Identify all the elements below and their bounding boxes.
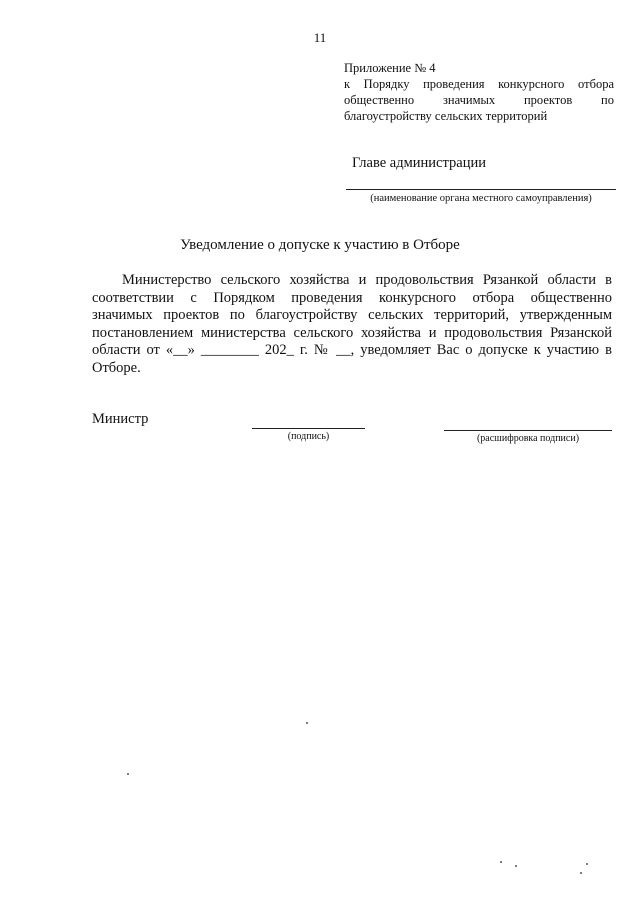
scan-speck — [580, 872, 582, 874]
body-line: области от «__» ________ 202_ г. № __, уведомляет Вас о допуске к участию в — [92, 342, 612, 359]
document-title: Уведомление о допуске к участию в Отборе — [180, 237, 460, 253]
scan-speck — [586, 863, 588, 865]
name-blank-line — [444, 430, 612, 431]
recipient-label: Главе администрации — [352, 155, 486, 171]
body-line: соответствии с Порядком проведения конкурсного отбора общественно — [92, 289, 612, 306]
appendix-title: Приложение № 4 — [344, 61, 436, 75]
signature-caption: (подпись) — [287, 431, 330, 442]
page-number: 11 — [313, 30, 327, 45]
scan-speck — [515, 865, 517, 867]
recipient-blank-line — [346, 189, 616, 190]
appendix-line: общественно значимых проектов по — [344, 93, 614, 107]
appendix-block — [344, 60, 614, 124]
scan-speck — [127, 773, 129, 775]
body-line: Отборе. — [92, 359, 141, 376]
signer-title: Министр — [92, 411, 149, 427]
appendix-line: к Порядку проведения конкурсного отбора — [344, 77, 614, 91]
body-line: значимых проектов по благоустройству сельских территорий, утвержденным — [92, 307, 612, 324]
notification-body — [92, 272, 612, 378]
recipient-caption: (наименование органа местного самоуправления) — [370, 193, 592, 204]
appendix-line: благоустройству сельских территорий — [344, 109, 548, 123]
scan-speck — [500, 861, 502, 863]
signature-blank-line — [252, 428, 365, 429]
body-line: постановлением министерства сельского хозяйства и продовольствия Рязанской — [92, 324, 612, 341]
scan-speck — [306, 722, 308, 724]
body-line: Министерство сельского хозяйства и продовольствия Рязанкой области в — [122, 272, 612, 288]
name-caption: (расшифровка подписи) — [476, 433, 580, 444]
